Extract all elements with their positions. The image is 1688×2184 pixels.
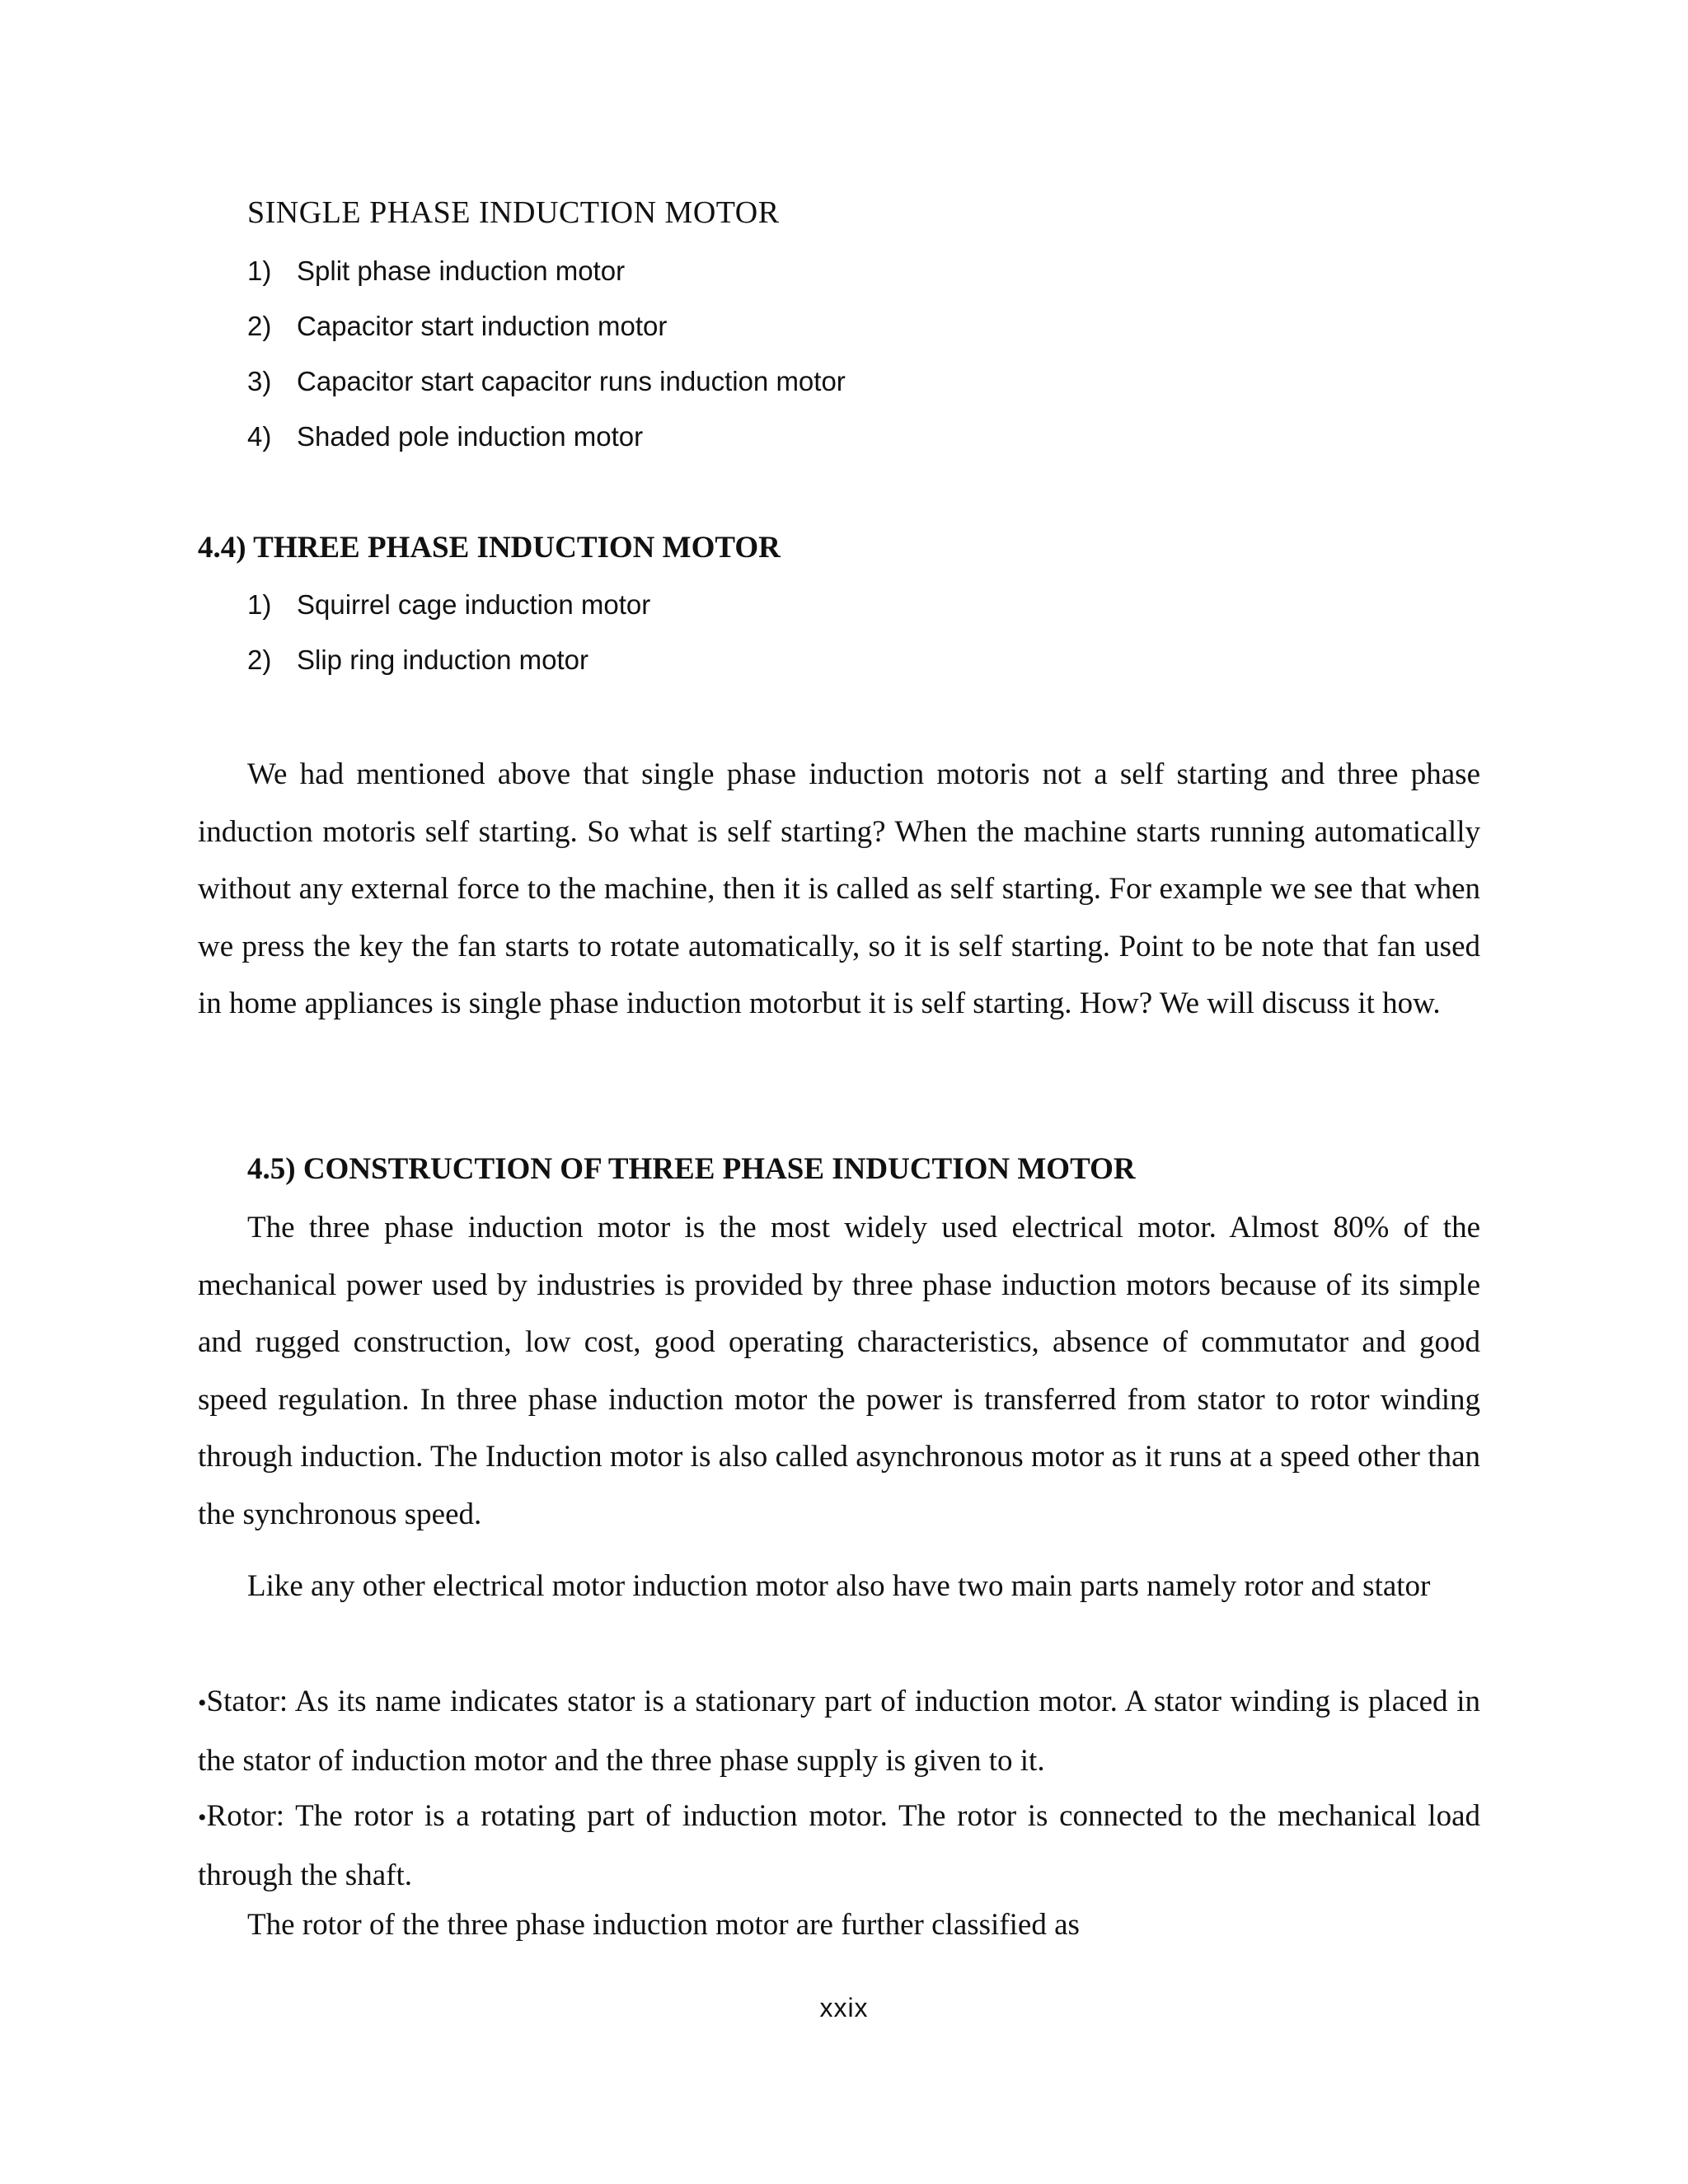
list-number: 4)	[247, 421, 272, 452]
three-phase-heading: 4.4) THREE PHASE INDUCTION MOTOR	[198, 531, 781, 565]
list-item	[247, 298, 846, 354]
single-phase-heading: SINGLE PHASE INDUCTION MOTOR	[247, 195, 780, 230]
three-phase-list	[247, 577, 650, 687]
list-item	[247, 577, 650, 632]
list-number: 2)	[247, 644, 272, 675]
list-number: 3)	[247, 366, 272, 396]
list-number: 2)	[247, 311, 272, 341]
list-item	[247, 409, 846, 464]
list-label: Split phase induction motor	[297, 255, 626, 286]
list-label: Squirrel cage induction motor	[297, 589, 651, 620]
list-item	[247, 632, 650, 687]
list-label: Slip ring induction motor	[297, 644, 589, 675]
list-label: Capacitor start induction motor	[297, 311, 668, 341]
construction-paragraph: The three phase induction motor is the most widely used electrical motor. Almost 80% of the mechanical power used by industries is provided by three phase induction motors because of its simple and rugged construction, low cost, good operating characteristics, absence of commutator and good speed regulation. In three phase induction motor the power is transferred from stator to rotor winding through induction. The Induction motor is also called asynchronous motor as it runs at a speed other than the synchronous speed.	[198, 1211, 1480, 1531]
list-label: Shaded pole induction motor	[297, 421, 644, 452]
rotor-text: Rotor: The rotor is a rotating part of induction motor. The rotor is connected to the mechanical load through the shaft.	[198, 1799, 1480, 1892]
stator-bullet	[198, 1673, 1480, 1789]
bullet-icon: •	[198, 1690, 207, 1717]
list-number: 1)	[247, 255, 272, 286]
single-phase-list	[247, 243, 846, 464]
list-label: Capacitor start capacitor runs induction motor	[297, 366, 846, 396]
list-item	[247, 354, 846, 409]
self-starting-paragraph: We had mentioned above that single phase induction motoris not a self starting and three phase induction motoris self starting. So what is self starting? When the machine starts running automatically without any external force to the machine, then it is called as self starting. For example we see that when we press the key the fan starts to rotate automatically, so it is self starting. Point to be note that fan used in home appliances is single phase induction motorbut it is self starting. How? We will discuss it how.	[198, 757, 1480, 1020]
rotor-bullet	[198, 1788, 1480, 1904]
page-number: xxix	[819, 1993, 869, 2022]
stator-text: Stator: As its name indicates stator is a stationary part of induction motor. A stator winding is placed in the stator of induction motor and the three phase supply is given to it.	[198, 1685, 1480, 1778]
main-parts-paragraph: Like any other electrical motor induction motor also have two main parts namely rotor and stator	[247, 1569, 1431, 1603]
rotor-classified-line: The rotor of the three phase induction motor are further classified as	[247, 1908, 1080, 1942]
list-item	[247, 243, 846, 298]
list-number: 1)	[247, 589, 272, 620]
construction-heading: 4.5) CONSTRUCTION OF THREE PHASE INDUCTION MOTOR	[247, 1152, 1136, 1186]
bullet-icon: •	[198, 1804, 207, 1831]
